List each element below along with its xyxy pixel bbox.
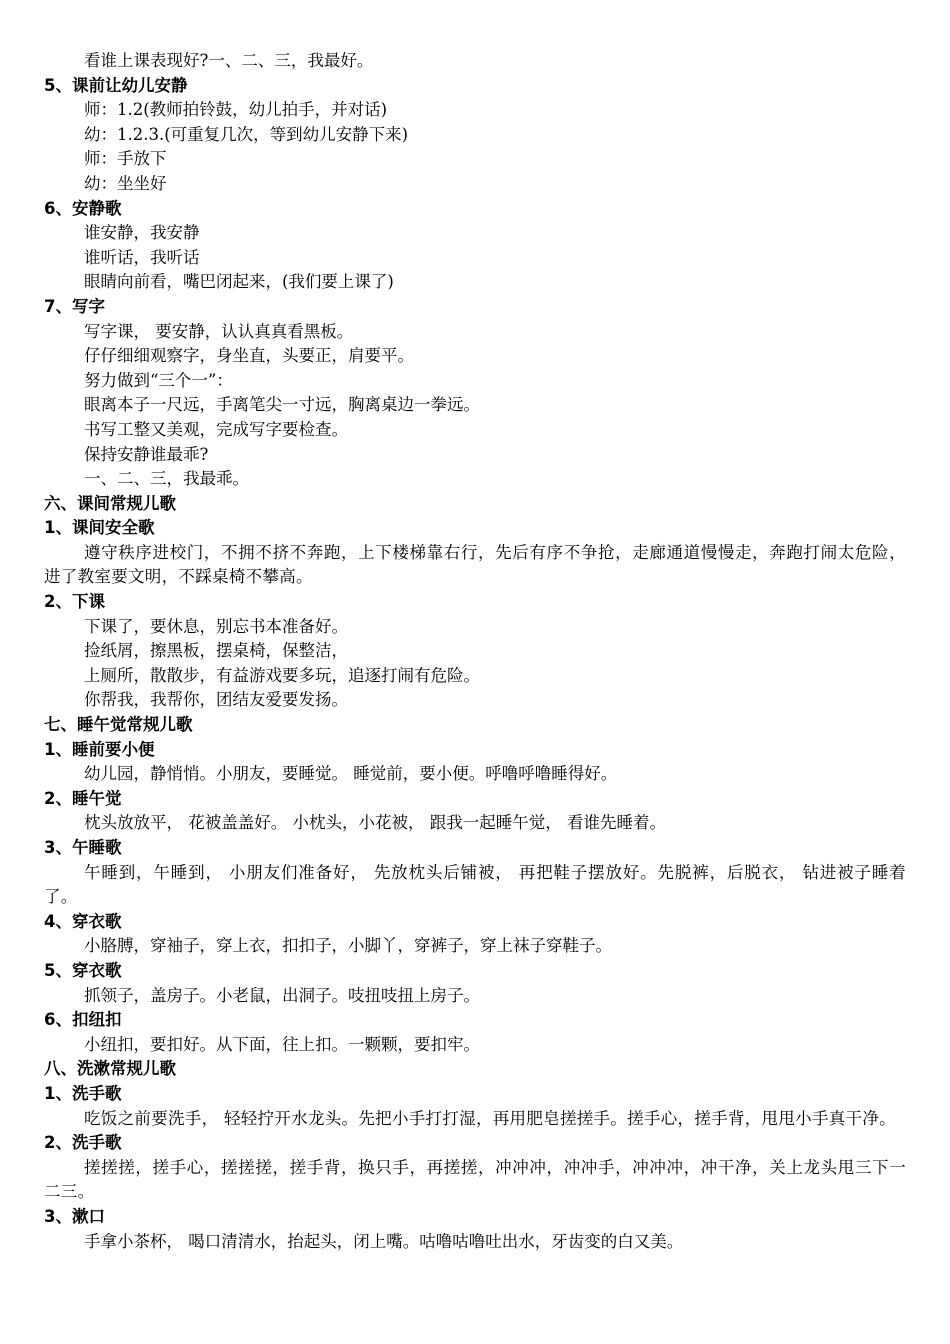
section-heading: 1、课间安全歌: [44, 518, 155, 538]
text-line: 幼儿园，静悄悄。小朋友，要睡觉。 睡觉前，要小便。呼噜呼噜睡得好。: [84, 764, 618, 784]
section-heading: 4、穿衣歌: [44, 911, 122, 931]
text-line: 幼：1.2.3.(可重复几次，等到幼儿安静下来): [84, 124, 409, 144]
paragraph: 吃饭之前要洗手， 轻轻拧开水龙头。先把小手打打湿，再用肥皂搓搓手。搓手心，搓手背，甩甩小手真干净。: [84, 1108, 896, 1128]
text-line: 看谁上课表现好?一、二、三，我最好。: [84, 51, 374, 70]
text-line: 枕头放放平， 花被盖盖好。 小枕头，小花被， 跟我一起睡午觉， 看谁先睡着。: [84, 813, 666, 833]
section-heading: 3、漱口: [44, 1206, 105, 1226]
chapter-heading: 六、课间常规儿歌: [44, 493, 176, 513]
section-heading: 6、扣纽扣: [44, 1010, 122, 1030]
section-heading: 6、安静歌: [44, 198, 122, 218]
text-line: 下课了，要休息，别忘书本准备好。: [84, 616, 348, 636]
text-line: 谁听话，我听话: [84, 247, 200, 267]
text-line: 幼：坐坐好: [84, 173, 167, 193]
text-line: 你帮我，我帮你，团结友爱要发扬。: [84, 690, 348, 710]
section-heading: 1、睡前要小便: [44, 739, 155, 759]
section-heading: 2、洗手歌: [44, 1133, 122, 1153]
section-heading: 5、穿衣歌: [44, 960, 122, 980]
text-line: 上厕所，散散步，有益游戏要多玩，追逐打闹有危险。: [84, 665, 480, 685]
text-line: 书写工整又美观，完成写字要检查。: [84, 419, 348, 439]
text-line: 保持安静谁最乖?: [84, 444, 209, 464]
text-line: 抓领子，盖房子。小老鼠，出洞子。吱扭吱扭上房子。: [84, 985, 480, 1005]
section-heading: 3、午睡歌: [44, 838, 122, 857]
section-heading: 1、洗手歌: [44, 1083, 122, 1103]
paragraph: 搓搓搓，搓手心，搓搓搓，搓手背，换只手，再搓搓，冲冲冲，冲冲手，冲冲冲，冲干净，关上龙头甩三下一二三。: [44, 1157, 906, 1202]
chapter-heading: 七、睡午觉常规儿歌: [44, 715, 193, 735]
text-line: 捡纸屑，擦黑板，摆桌椅，保整洁，: [84, 641, 348, 661]
text-line: 谁安静，我安静: [84, 223, 200, 243]
paragraph: 遵守秩序进校门，不拥不挤不奔跑，上下楼梯靠右行，先后有序不争抢，走廊通道慢慢走，奔跑打闹太危险，进了教室要文明，不踩桌椅不攀高。: [44, 542, 906, 587]
section-heading: 7、写字: [44, 296, 105, 316]
paragraph: 午睡到，午睡到， 小朋友们准备好， 先放枕头后铺被， 再把鞋子摆放好。先脱裤，后脱衣， 钻进被子睡着了。: [44, 862, 906, 907]
text-line: 师：手放下: [84, 149, 167, 169]
section-heading: 2、睡午觉: [44, 788, 122, 808]
text-line: 手拿小茶杯， 喝口清清水，抬起头，闭上嘴。咕噜咕噜吐出水，牙齿变的白又美。: [84, 1231, 684, 1251]
text-line: 小纽扣，要扣好。从下面，往上扣。一颗颗，要扣牢。: [84, 1034, 480, 1054]
chapter-heading: 八、洗漱常规儿歌: [44, 1059, 176, 1079]
text-line: 师：1.2(教师拍铃鼓，幼儿拍手，并对话): [84, 100, 388, 120]
text-line: 写字课， 要安静，认认真真看黑板。: [84, 321, 354, 341]
text-line: 眼睛向前看，嘴巴闭起来，(我们要上课了): [84, 272, 394, 292]
section-heading: 5、课前让幼儿安静: [44, 75, 188, 95]
section-heading: 2、下课: [44, 592, 105, 612]
text-line: 眼离本子一尺远，手离笔尖一寸远，胸离桌边一拳远。: [84, 395, 480, 415]
text-line: 努力做到“三个一”：: [84, 370, 233, 390]
text-line: 一、二、三，我最乖。: [84, 469, 249, 489]
text-line: 仔仔细细观察字，身坐直，头要正，肩要平。: [84, 346, 414, 366]
text-line: 小胳膊，穿袖子，穿上衣，扣扣子，小脚丫，穿裤子，穿上袜子穿鞋子。: [84, 936, 612, 956]
